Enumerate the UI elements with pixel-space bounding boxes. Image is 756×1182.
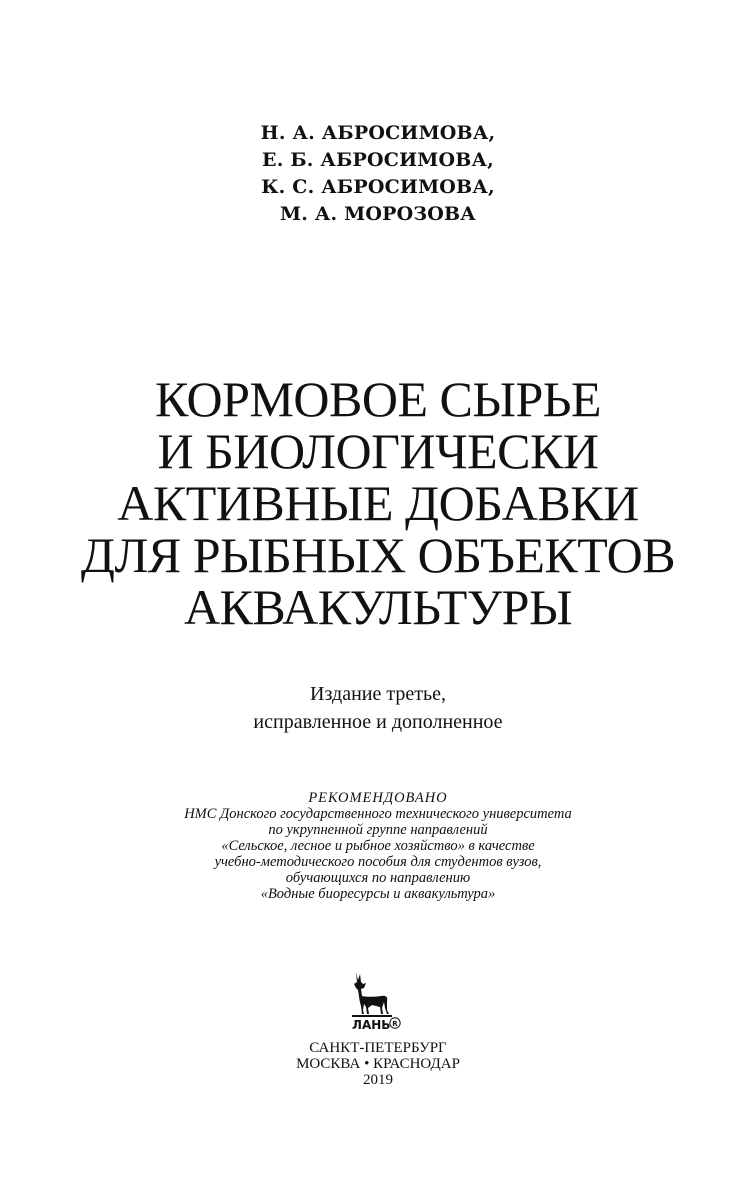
title-line: АКТИВНЫЕ ДОБАВКИ [117, 475, 639, 531]
svg-text:R: R [392, 1020, 398, 1029]
recommendation-block [0, 790, 756, 902]
recommendation-line: по укрупненной группе направлений [268, 822, 488, 838]
imprint-city: САНКТ-ПЕТЕРБУРГ [309, 1040, 447, 1056]
imprint-city: МОСКВА • КРАСНОДАР [296, 1056, 460, 1072]
title-line: И БИОЛОГИЧЕСКИ [157, 423, 599, 479]
recommendation-line: обучающихся по направлению [285, 870, 471, 886]
imprint-block [0, 1040, 756, 1088]
recommendation-line: «Сельское, лесное и рыбное хозяйство» в качестве [221, 838, 535, 854]
author-name: Е. Б. АБРОСИМОВА, [262, 149, 494, 171]
author-name: М. А. МОРОЗОВА [280, 203, 476, 225]
recommendation-line: НМС Донского государственного технического университета [184, 806, 572, 822]
author-name: К. С. АБРОСИМОВА, [261, 176, 495, 198]
authors-block [0, 120, 756, 228]
book-title [0, 373, 756, 633]
edition-line: Издание третье, [310, 683, 446, 705]
deer-logo-icon [348, 970, 404, 1032]
title-line: АКВАКУЛЬТУРЫ [183, 579, 573, 635]
recommendation-line: «Водные биоресурсы и аквакультура» [260, 886, 496, 902]
recommendation-line: учебно-методического пособия для студентов вузов, [214, 854, 542, 870]
edition-line: исправленное и дополненное [253, 711, 503, 733]
title-line: ДЛЯ РЫБНЫХ ОБЪЕКТОВ [80, 527, 676, 583]
edition-info [0, 680, 756, 736]
title-line: КОРМОВОЕ СЫРЬЕ [154, 371, 602, 427]
recommendation-heading: РЕКОМЕНДОВАНО [308, 790, 448, 806]
logo-wordmark: ЛАНЬ [352, 1018, 391, 1032]
author-name: Н. А. АБРОСИМОВА, [260, 122, 496, 144]
publisher-logo [348, 970, 404, 1032]
imprint-year: 2019 [363, 1072, 393, 1088]
